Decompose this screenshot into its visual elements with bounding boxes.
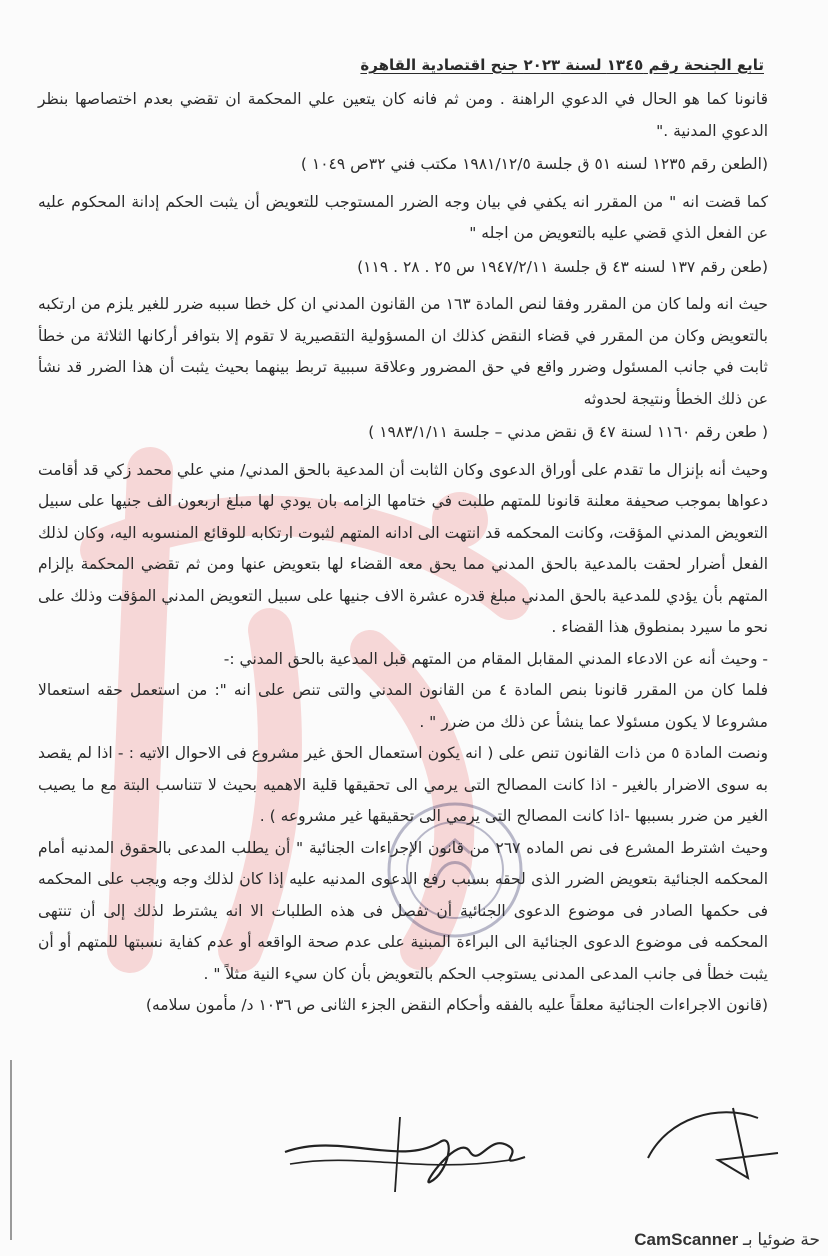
paragraph: ونصت المادة ٥ من ذات القانون تنص على ( انه يكون استعمال الحق غير مشروع فى الاحوال الاتيه : - اذا لم يقصد به سوى الاضرار بالغير - اذا كانت المصالح التى يرمي الى تحقيقها قلية الاهميه بحيث لا تتناسب البتة مع ما يصيب الغير من ضرر بسببها -اذا كانت المصالح التى يرمي الى تحقيقها غير مشروعه ) . <box>38 744 768 825</box>
citation: (قانون الاجراءات الجنائية معلقاً عليه بالفقه وأحكام النقض الجزء الثانى ص ١٠٣٦ د/ مأمون سلامه) <box>145 996 768 1014</box>
camscanner-brand: CamScanner <box>634 1230 739 1249</box>
paragraph: قانونا كما هو الحال في الدعوي الراهنة . ومن ثم فانه كان يتعين علي المحكمة ان تقضي بعدم اختصاصها بنظر الدعوي المدنية ." <box>38 90 768 140</box>
citation: (الطعن رقم ١٢٣٥ لسنه ٥١ ق جلسة ١٩٨١/١٢/٥ مكتب فني ٣٢ص ١٠٤٩ ) <box>300 155 768 173</box>
case-header: تابع الجنحة رقم ١٣٤٥ لسنة ٢٠٢٣ جنح اقتصادية القاهرة <box>360 56 764 74</box>
document-body <box>38 84 768 1022</box>
footer-prefix: حة ضوئيا بـ <box>742 1230 820 1249</box>
citation: (طعن رقم ١٣٧ لسنه ٤٣ ق جلسة ١٩٤٧/٢/١١ س ٢٥ . ٢٨ . ١١٩) <box>357 257 768 276</box>
paragraph: وحيث أنه بإنزال ما تقدم على أوراق الدعوى وكان الثابت أن المدعية بالحق المدني/ مني علي محمد زكي قد أقامت دعواها بموجب صحيفة معلنة قانونا للمتهم طلبت في ختامها الزامه بان يودي لها مبلغ اربعون الف جنيها على سبيل التعويض المدني المؤقت، وكانت المحكمه قد انتهت الى ادانه المتهم لثبوت ارتكابه للوقائع المنسوبه اليه، وكان لذلك الفعل أضرار لحقت بالمدعية بالحق المدني مما يحق معه القضاء لها بتعويض عنها ومن ثم تقضي المحكمة بإلزام المتهم بأن يؤدي للمدعية بالحق المدني مبلغ قدره عشرة الاف جنيها على سبيل التعويض المدني المؤقت وذلك على نحو ما سيرد بمنطوق هذا القضاء . <box>38 460 768 636</box>
paragraph: - وحيث أنه عن الادعاء المدني المقابل المقام من المتهم قبل المدعية بالحق المدني :- <box>223 649 768 668</box>
citation: ( طعن رقم ١١٦٠ لسنة ٤٧ ق نقض مدني – جلسة ١٩٨٣/١/١١ ) <box>368 423 768 441</box>
paragraph: وحيث اشترط المشرع فى نص الماده ٢٦٧ من قانون الإجراءات الجنائية " أن يطلب المدعى بالحقوق المدنيه أمام المحكمه الجنائية بتعويض الضرر الذى لحقه بسبب رفع الدعوى المدنيه عليه إذا كان لذلك وجه ويجب على المحكمه فى حكمها الصادر فى موضوع الدعوى الجنائية أن تفصل فى هذه الطلبات الا انه يشترط لذلك إلى أن تنتهى المحكمه فى موضوع الدعوى الجنائية الى البراءة المبنية على عدم صحة الواقعه أو عدم كفاية نسبتها للمتهم أو أن يثبت خطأ فى جانب المدعى المدنى يستوجب الحكم بالتعويض بأن كان سيء النية مثلاً " . <box>38 838 768 983</box>
paragraph: كما قضت انه " من المقرر انه يكفي في بيان وجه الضرر المستوجب للتعويض أن يثبت الحكم إدانة المحكوم عليه عن الفعل الذي قضي عليه بالتعويض من اجله " <box>38 192 768 242</box>
scan-edge-line <box>10 1060 12 1240</box>
paragraph: فلما كان من المقرر قانونا بنص المادة ٤ من القانون المدني والتى تنص على انه ": من استعمل حقه استعمالا مشروعا لا يكون مسئولا عما ينشأ عن ذلك من ضرر " . <box>38 681 769 731</box>
signature-left <box>280 1112 530 1197</box>
signature-right <box>638 1098 798 1188</box>
paragraph: حيث انه ولما كان من المقرر وفقا لنص المادة ١٦٣ من القانون المدني ان كل خطا سببه ضرر للغير يلزم من ارتكبه بالتعويض وكان من المقرر في قضاء النقض كذلك ان المسؤولية التقصيرية لا تقوم إلا بتوافر أركانها الثلاثة من خطأ ثابت في جانب المسئول وضرر واقع في حق المضرور وعلاقة سببية تربط بينهما بحيث يثبت أن هذا الضرر قد نشأ عن ذلك الخطأ ونتيجة لحدوثه <box>38 295 769 408</box>
camscanner-footer <box>634 1230 820 1250</box>
